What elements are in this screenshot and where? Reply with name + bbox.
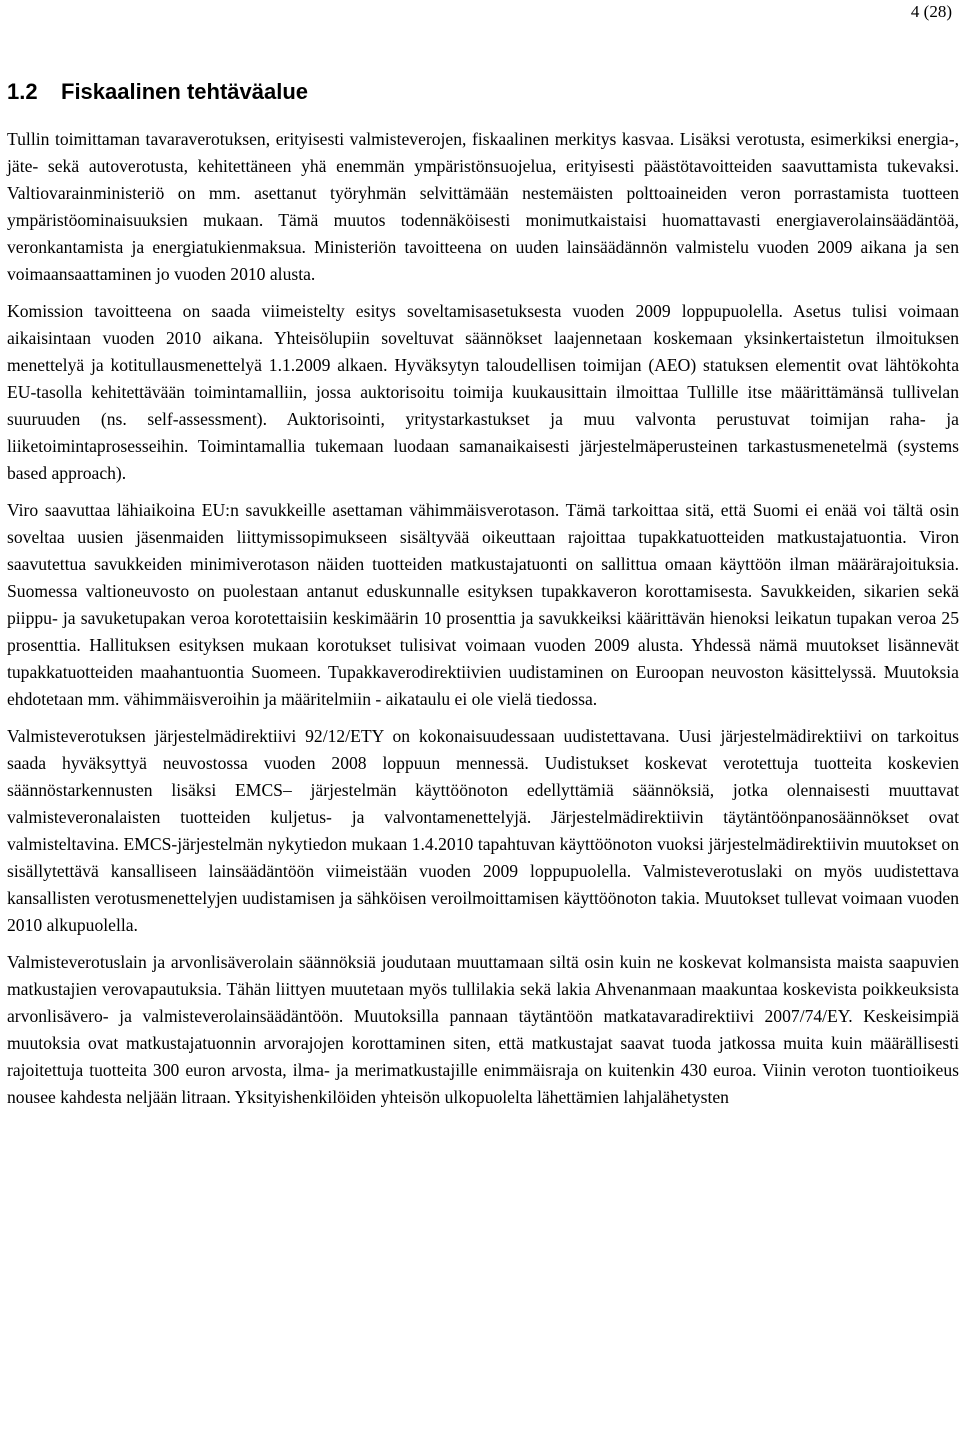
paragraph-fiscal-significance: Tullin toimittaman tavaraverotuksen, erityisesti valmisteverojen, fiskaalinen merkitys kasvaa. Lisäksi verotusta, esimerkiksi energia-, jäte- sekä autoverotusta, kehitettäneen yhä enemmän ympäristönsuojelua, erityisesti päästötavoitteiden saavuttamista tukevaksi. Valtiovarainministeriö on mm. asettanut työryhmän selvittämään nestemäisten polttoaineiden veron porrastamista tuotteen ympäristöominaisuuksien mukaan. Tämä muutos todennäköisesti monimutkaistaisi huomattavasti energiaverolainsäädäntöä, veronkantamista ja energiatukienmaksua. Ministeriön tavoitteena on uuden lainsäädännön valmistelu vuoden 2009 aikana ja sen voimaansaattaminen jo vuoden 2010 alusta. — [7, 129, 959, 284]
section-title: Fiskaalinen tehtäväalue — [61, 79, 308, 104]
paragraph-excise-directive: Valmisteverotuksen järjestelmädirektiivi 92/12/ETY on kokonaisuudessaan uudistettavana. Uusi järjestelmädirektiivi on tarkoitus saada hyväksyttyä neuvostossa vuoden 2008 loppuun mennessä. Uudistukset koskevat verotettuja tuotteita koskevien säännöstarkennusten lisäksi EMCS– järjestelmän käyttöönoton edellyttämiä säännöksiä, jotka olennaisesti muuttavat valmisteveronalaisten tuotteiden kuljetus- ja valvontamenettelyjä. Järjestelmädirektiivin täytäntöönpanosäännökset ovat valmisteltavina. EMCS-järjestelmän nykytiedon mukaan 1.4.2010 tapahtuvan käyttöönoton vuoksi järjestelmädirektiivin muutokset on sisällytettävä kansalliseen lainsäädäntöön viimeistään vuoden 2009 loppupuolella. Valmisteverotuslaki on myös uudistettava kansallisten verotusmenettelyjen uudistamisen ja sähköisen veroilmoittamisen käyttöönoton takia. Muutokset tullevat voimaan vuoden 2010 alkupuolella. — [7, 726, 959, 935]
paragraph-traveller-allowances: Valmisteverotuslain ja arvonlisäverolain säännöksiä joudutaan muuttamaan siltä osin kuin ne koskevat kolmansista maista saapuvien matkustajien verovapautuksia. Tähän liittyen muutetaan myös tullilakia sekä lakia Ahvenanmaan maakuntaa koskevista poikkeuksista arvonlisävero- ja valmisteverolainsäädäntöön. Muutoksilla pannaan täytäntöön matkatavaradirektiivi 2007/74/EY. Keskeisimpiä muutoksia ovat matkustajatuonnin arvorajojen korottaminen siten, että matkustajat saavat tuoda jatkossa muita kuin määrällisesti rajoitettuja tuotteita 300 euron arvosta, ilma- ja merimatkustajille enimmäisraja on kuitenkin 430 euroa. Viinin veroton tuontioikeus nousee kahdesta neljään litraan. Yksityishenkilöiden yhteisön ulkopuolelta lähettämien lahjalähetysten — [7, 952, 959, 1107]
document-body — [7, 78, 959, 1121]
section-heading — [7, 78, 959, 106]
paragraph-tobacco-tax: Viro saavuttaa lähiaikoina EU:n savukkeille asettaman vähimmäisverotason. Tämä tarkoittaa sitä, että Suomi ei enää voi tältä osin soveltaa uusien jäsenmaiden liittymissopimukseen sisältyvää oikeuttaan rajoittaa tupakkatuotteiden matkustajatuontia. Viron saavutettua savukkeiden minimiverotason näiden tuotteiden matkustajatuonti on sallittua omaan käyttöön ilman määrärajoituksia. Suomessa valtioneuvosto on puolestaan antanut eduskunnalle esityksen tupakkaveron korottamisesta. Savukkeiden, sikarien sekä piippu- ja savuketupakan veroa korotettaisiin keskimäärin 10 prosenttia ja savukkeiksi käärittävän hienoksi leikatun tupakan veroa 25 prosenttia. Hallituksen esityksen mukaan korotukset tulisivat voimaan vuoden 2009 alusta. Yhdessä nämä muutokset lisännevät tupakkatuotteiden maahantuontia Suomeen. Tupakkaverodirektiivien uudistaminen on Euroopan neuvoston käsittelyssä. Muutoksia ehdotetaan mm. vähimmäisveroihin ja määritelmiin - aikataulu ei ole vielä tiedossa. — [7, 500, 959, 709]
section-number: 1.2 — [7, 79, 38, 104]
page-number: 4 (28) — [910, 2, 952, 21]
paragraph-commission-regulation: Komission tavoitteena on saada viimeistelty esitys soveltamisasetuksesta vuoden 2009 loppupuolella. Asetus tulisi voimaan aikaisintaan vuoden 2010 aikana. Yhteisölupiin soveltuvat säännökset laajennetaan koskemaan yksinkertaistetun ilmoituksen menettelyä ja kotitullausmenettelyä 1.1.2009 alkaen. Hyväksytyn taloudellisen toimijan (AEO) statuksen elementit ovat lähtökohta EU-tasolla kehitettävään toimintamalliin, jossa auktorisoitu toimija kuukausittain ilmoittaa Tullille itse määrittämänsä tullivelan suuruuden (ns. self-assessment). Auktorisointi, yritystarkastukset ja muu valvonta perustuvat toimijan raha- ja liiketoimintaprosesseihin. Toimintamallia tukemaan luodaan samanaikaisesti järjestelmäperusteinen tarkastusmenetelmä (systems based approach). — [7, 301, 959, 483]
